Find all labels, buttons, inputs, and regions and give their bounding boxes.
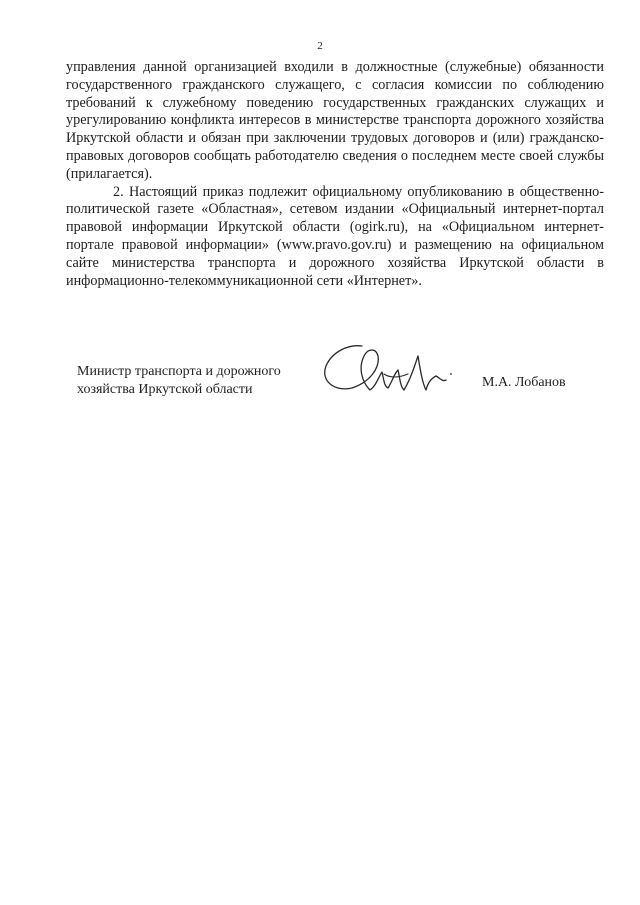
signer-name: М.А. Лобанов [482,375,566,390]
signer-title-line-1: Министр транспорта и дорожного [77,364,281,379]
page-number: 2 [317,40,323,52]
signer-title [77,363,281,399]
document-body [66,59,604,290]
paragraph-1: управления данной организацией входили в должностные (служебные) обязанности государственного гражданского служащего, с согласия комиссии по соблюдению требований к служебному поведению государственных гражданских служащих и урегулированию конфликта интересов в министерстве транспорта дорожного хозяйства Иркутской области и обязан при заключении трудовых договоров и (или) гражданско-правовых договоров сообщать работодателю сведения о последнем месте своей службы (прилагается). [66,59,604,182]
paragraph-2: 2. Настоящий приказ подлежит официальному опубликованию в общественно-политической газете «Областная», сетевом издании «Официальный интернет-портал правовой информации Иркутской области (ogirk.ru), на «Официальном интернет-портале правовой информации» (www.pravo.gov.ru) и размещению на официальном сайте министерства транспорта и дорожного хозяйства Иркутской области в информационно-телекоммуникационной сети «Интернет». [66,183,604,289]
signer-title-line-2: хозяйства Иркутской области [77,382,253,397]
handwritten-signature [318,338,458,408]
